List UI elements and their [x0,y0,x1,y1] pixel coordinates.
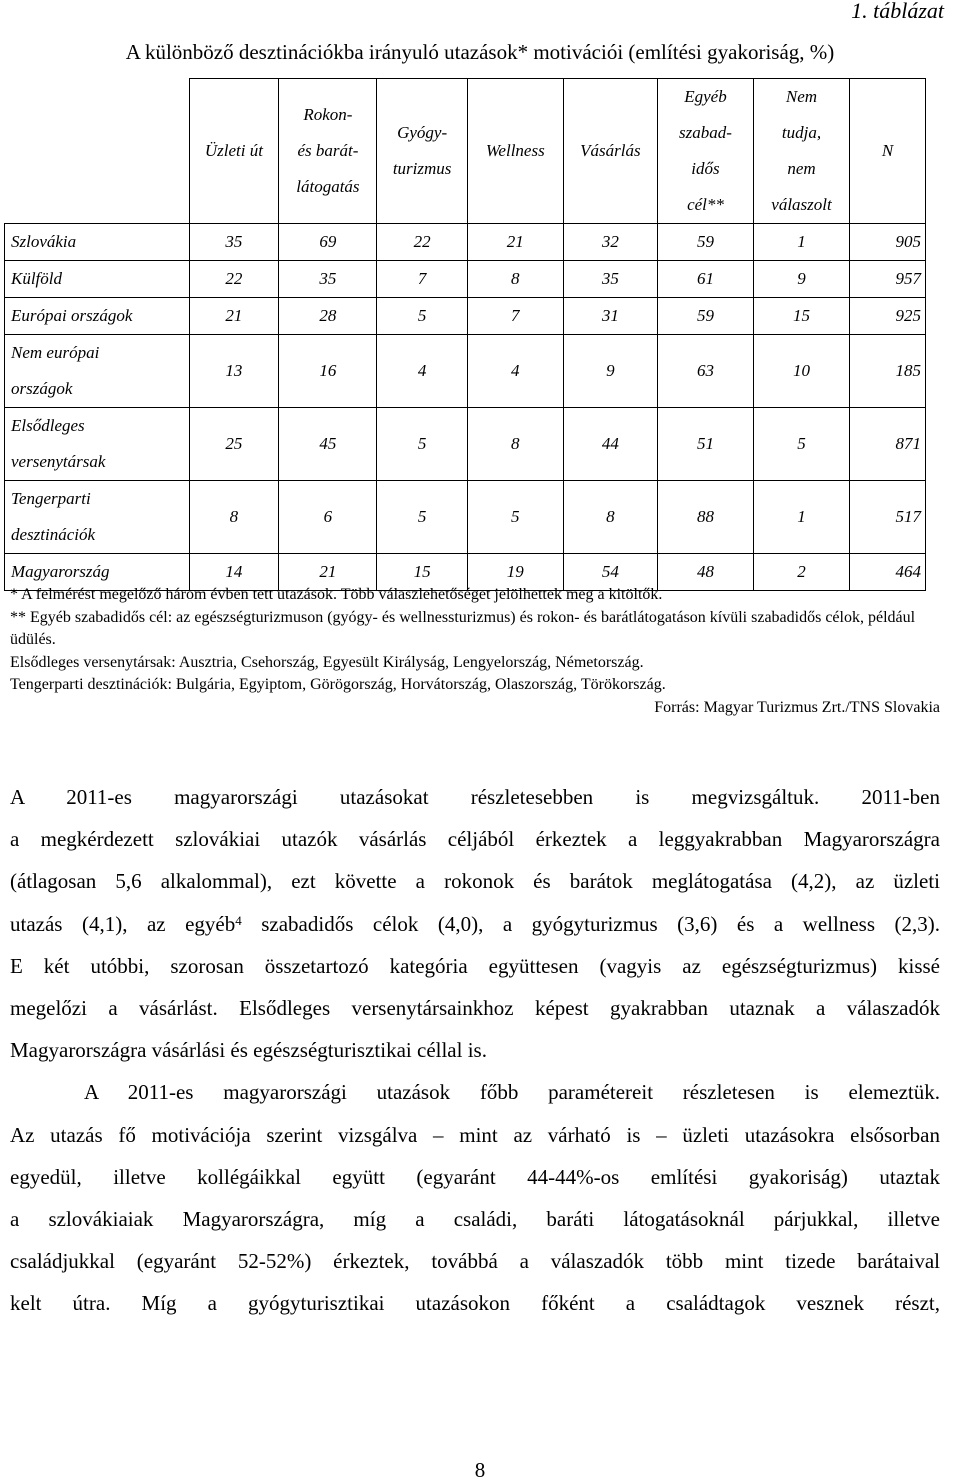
table-row [5,408,926,481]
page-number: 8 [474,1458,486,1482]
table-cell: 19 [467,554,563,591]
body-line: (átlagosan 5,6 alkalommal), ezt követte a rokonok és barátok meglátogatása (4,2), az üzleti [10,869,940,894]
table-cell: 21 [467,224,563,261]
header-cell: Egyéb szabad- idős cél** [658,79,754,224]
table-cell: 22 [189,261,279,298]
table-cell: 35 [563,261,657,298]
table-cell: 59 [658,224,754,261]
table-cell: 15 [377,554,467,591]
table-cell: 16 [279,335,377,408]
table-cell: 22 [377,224,467,261]
table-cell: 9 [753,261,849,298]
table-cell: 8 [563,481,657,554]
table-cell: 28 [279,298,377,335]
body-line: a szlovákiaiak Magyarországra, míg a családi, baráti látogatásoknál párjukkal, illetve [10,1207,940,1232]
body-line: Az utazás fő motivációja szerint vizsgálva – mint az várható is – üzleti utazásokra elsősorban [10,1122,940,1147]
table-cell: 14 [189,554,279,591]
table-cell: 69 [279,224,377,261]
note-line: * A felmérést megelőző három évben tett utazások. Több válaszlehetőséget jelölhettek meg a kitöltők. [10,586,663,603]
table-cell: 54 [563,554,657,591]
table-cell: 21 [189,298,279,335]
row-label: Külföld [5,261,190,298]
table-cell: 88 [658,481,754,554]
header-cell: Üzleti út [189,79,279,224]
header-cell: Gyógy- turizmus [377,79,467,224]
table-cell: 8 [189,481,279,554]
table-cell: 5 [467,481,563,554]
table-cell: 45 [279,408,377,481]
note-line: Tengerparti desztinációk: Bulgária, Egyiptom, Görögország, Horvátország, Olaszország, Törökország. [10,676,666,693]
table-cell: 61 [658,261,754,298]
table-cell: 925 [850,298,926,335]
table-cell: 59 [658,298,754,335]
body-line: egyedül, illetve kollégáikkal együtt (egyaránt 44-44%-os említési gyakoriság) utaztak [10,1164,940,1189]
row-label: Elsődleges versenytársak [5,408,190,481]
table-row [5,298,926,335]
table-cell: 5 [377,298,467,335]
header-cell: Vásárlás [563,79,657,224]
table-cell: 44 [563,408,657,481]
header-cell: Rokon- és barát- látogatás [279,79,377,224]
body-line [10,903,940,945]
table-cell: 35 [189,224,279,261]
table-cell: 464 [850,554,926,591]
header-cell: Wellness [467,79,563,224]
table-cell: 21 [279,554,377,591]
footnote-ref: 4 [235,912,242,928]
body-line: Magyarországra vásárlási és egészségturisztikai céllal is. [10,1038,487,1063]
note-line: ** Egyéb szabadidős cél: az egészségturizmuson (gyógy- és wellnessturizmus) és rokon- és barátlátogatáson kívüli szabadidős célok, például üdülés. [10,608,916,648]
row-label: Nem európai országok [5,335,190,408]
table-cell: 7 [467,298,563,335]
table-cell: 871 [850,408,926,481]
table-cell: 35 [279,261,377,298]
body-line: A 2011-es magyarországi utazásokat részletesebben is megvizsgáltuk. 2011-ben [10,785,940,809]
body-line: kelt útra. Míg a gyógyturisztikai utazásokon főként a családtagok vesznek részt, [10,1291,940,1316]
table-cell: 957 [850,261,926,298]
body-line: a megkérdezett szlovákiai utazók vásárlás céljából érkeztek a leggyakrabban Magyarországra [10,827,940,852]
motivation-table [4,78,926,591]
body-line-part: szabadidős célok (4,0), a gyógyturizmus (3,6) és a wellness (2,3). [241,911,940,936]
body-line: családjukkal (egyaránt 52-52%) érkeztek, továbbá a válaszadók több mint tizede barátaival [10,1249,940,1274]
table-cell: 4 [377,335,467,408]
table-label: 1. táblázat [851,0,944,23]
source-line: Forrás: Magyar Turizmus Zrt./TNS Slovakia [654,698,940,716]
body-line-part: utazás (4,1), az egyéb [10,911,236,936]
table-row [5,335,926,408]
header-cell: Nem tudja, nem válaszolt [753,79,849,224]
table-cell: 517 [850,481,926,554]
table-cell: 63 [658,335,754,408]
row-label: Európai országok [5,298,190,335]
row-label: Magyarország [5,554,190,591]
table-cell: 48 [658,554,754,591]
table-cell: 185 [850,335,926,408]
table-cell: 32 [563,224,657,261]
table-header-row [5,79,926,224]
table-row [5,261,926,298]
table-cell: 6 [279,481,377,554]
table-cell: 2 [753,554,849,591]
note-line: Elsődleges versenytársak: Ausztria, Csehország, Egyesült Királyság, Lengyelország, Németország. [10,653,644,671]
body-line: E két utóbbi, szorosan összetartozó kategória együttesen (vagyis az egészségturizmus) kissé [10,953,940,978]
row-label: Tengerparti desztinációk [5,481,190,554]
table-cell: 9 [563,335,657,408]
body-text [10,776,940,1325]
table-caption: A különböző desztinációkba irányuló utazások* motivációi (említési gyakoriság, %) [125,40,835,64]
table-cell: 4 [467,335,563,408]
table-notes [10,584,940,719]
table-body [5,224,926,591]
table-cell: 15 [753,298,849,335]
table-row [5,481,926,554]
body-line: A 2011-es magyarországi utazások főbb paramétereit részletesen is elemeztük. [84,1080,940,1105]
table-cell: 1 [753,481,849,554]
table-cell: 8 [467,408,563,481]
table-cell: 8 [467,261,563,298]
table-cell: 7 [377,261,467,298]
table-cell: 5 [377,481,467,554]
table-cell: 10 [753,335,849,408]
table-cell: 5 [377,408,467,481]
table-cell: 51 [658,408,754,481]
header-cell: N [850,79,926,224]
table-cell: 25 [189,408,279,481]
table-row [5,224,926,261]
table-cell: 1 [753,224,849,261]
table-corner-cell [5,79,190,224]
table-cell: 5 [753,408,849,481]
table-cell: 905 [850,224,926,261]
table-cell: 31 [563,298,657,335]
table-cell: 13 [189,335,279,408]
row-label: Szlovákia [5,224,190,261]
body-line: megelőzi a vásárlást. Elsődleges versenytársainkhoz képest gyakrabban utaznak a válaszadók [10,996,940,1021]
